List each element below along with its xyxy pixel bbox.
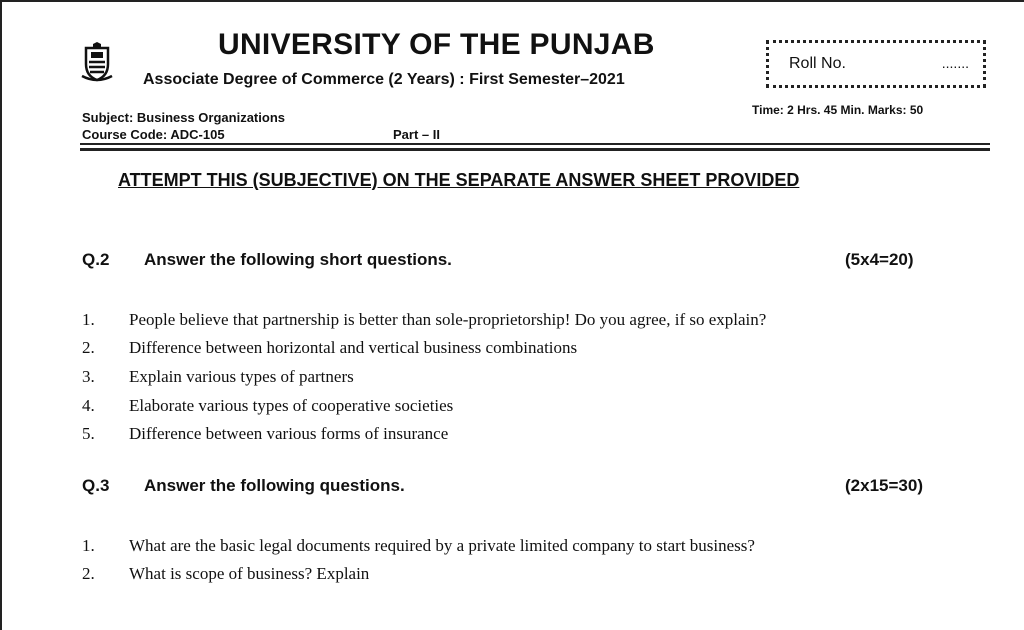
item-number: 2.	[82, 338, 95, 357]
item-number: 1.	[82, 536, 95, 555]
item-text: Explain various types of partners	[129, 367, 354, 386]
time-and-marks: Time: 2 Hrs. 45 Min. Marks: 50	[752, 103, 924, 117]
q2-heading-text: Answer the following short questions.	[144, 250, 452, 269]
item-number: 2.	[82, 564, 95, 583]
item-text: Difference between various forms of insurance	[129, 424, 449, 443]
q3-number: Q.3	[82, 476, 110, 495]
roll-number-label: Roll No.	[789, 55, 846, 72]
item-number: 4.	[82, 396, 95, 415]
item-text: Difference between horizontal and vertical business combinations	[129, 338, 578, 357]
page-title: UNIVERSITY OF THE PUNJAB	[218, 28, 655, 61]
item-number: 1.	[82, 310, 95, 329]
item-number: 3.	[82, 367, 95, 386]
part-label: Part – II	[393, 127, 440, 142]
roll-number-blank: .......	[941, 55, 969, 71]
header-divider-thick	[80, 148, 990, 151]
item-text: Elaborate various types of cooperative societies	[129, 396, 454, 415]
instruction-heading: ATTEMPT THIS (SUBJECTIVE) ON THE SEPARATE ANSWER SHEET PROVIDED	[118, 170, 800, 190]
university-crest-icon	[80, 42, 114, 82]
item-text: People believe that partnership is better than sole-proprietorship! Do you agree, if so explain?	[129, 310, 767, 329]
item-text: What is scope of business? Explain	[129, 564, 370, 583]
q2-marks: (5x4=20)	[845, 250, 914, 269]
item-text: What are the basic legal documents required by a private limited company to start business?	[129, 536, 755, 555]
subject-line: Subject: Business Organizations	[82, 110, 285, 125]
q3-marks: (2x15=30)	[845, 476, 923, 495]
course-code: Course Code: ADC-105	[82, 127, 225, 142]
header-divider	[80, 143, 990, 145]
item-number: 5.	[82, 424, 95, 443]
exam-subtitle: Associate Degree of Commerce (2 Years) : First Semester–2021	[143, 71, 625, 88]
roll-number-box	[766, 40, 986, 88]
q3-heading-text: Answer the following questions.	[144, 476, 405, 495]
q2-number: Q.2	[82, 250, 110, 269]
